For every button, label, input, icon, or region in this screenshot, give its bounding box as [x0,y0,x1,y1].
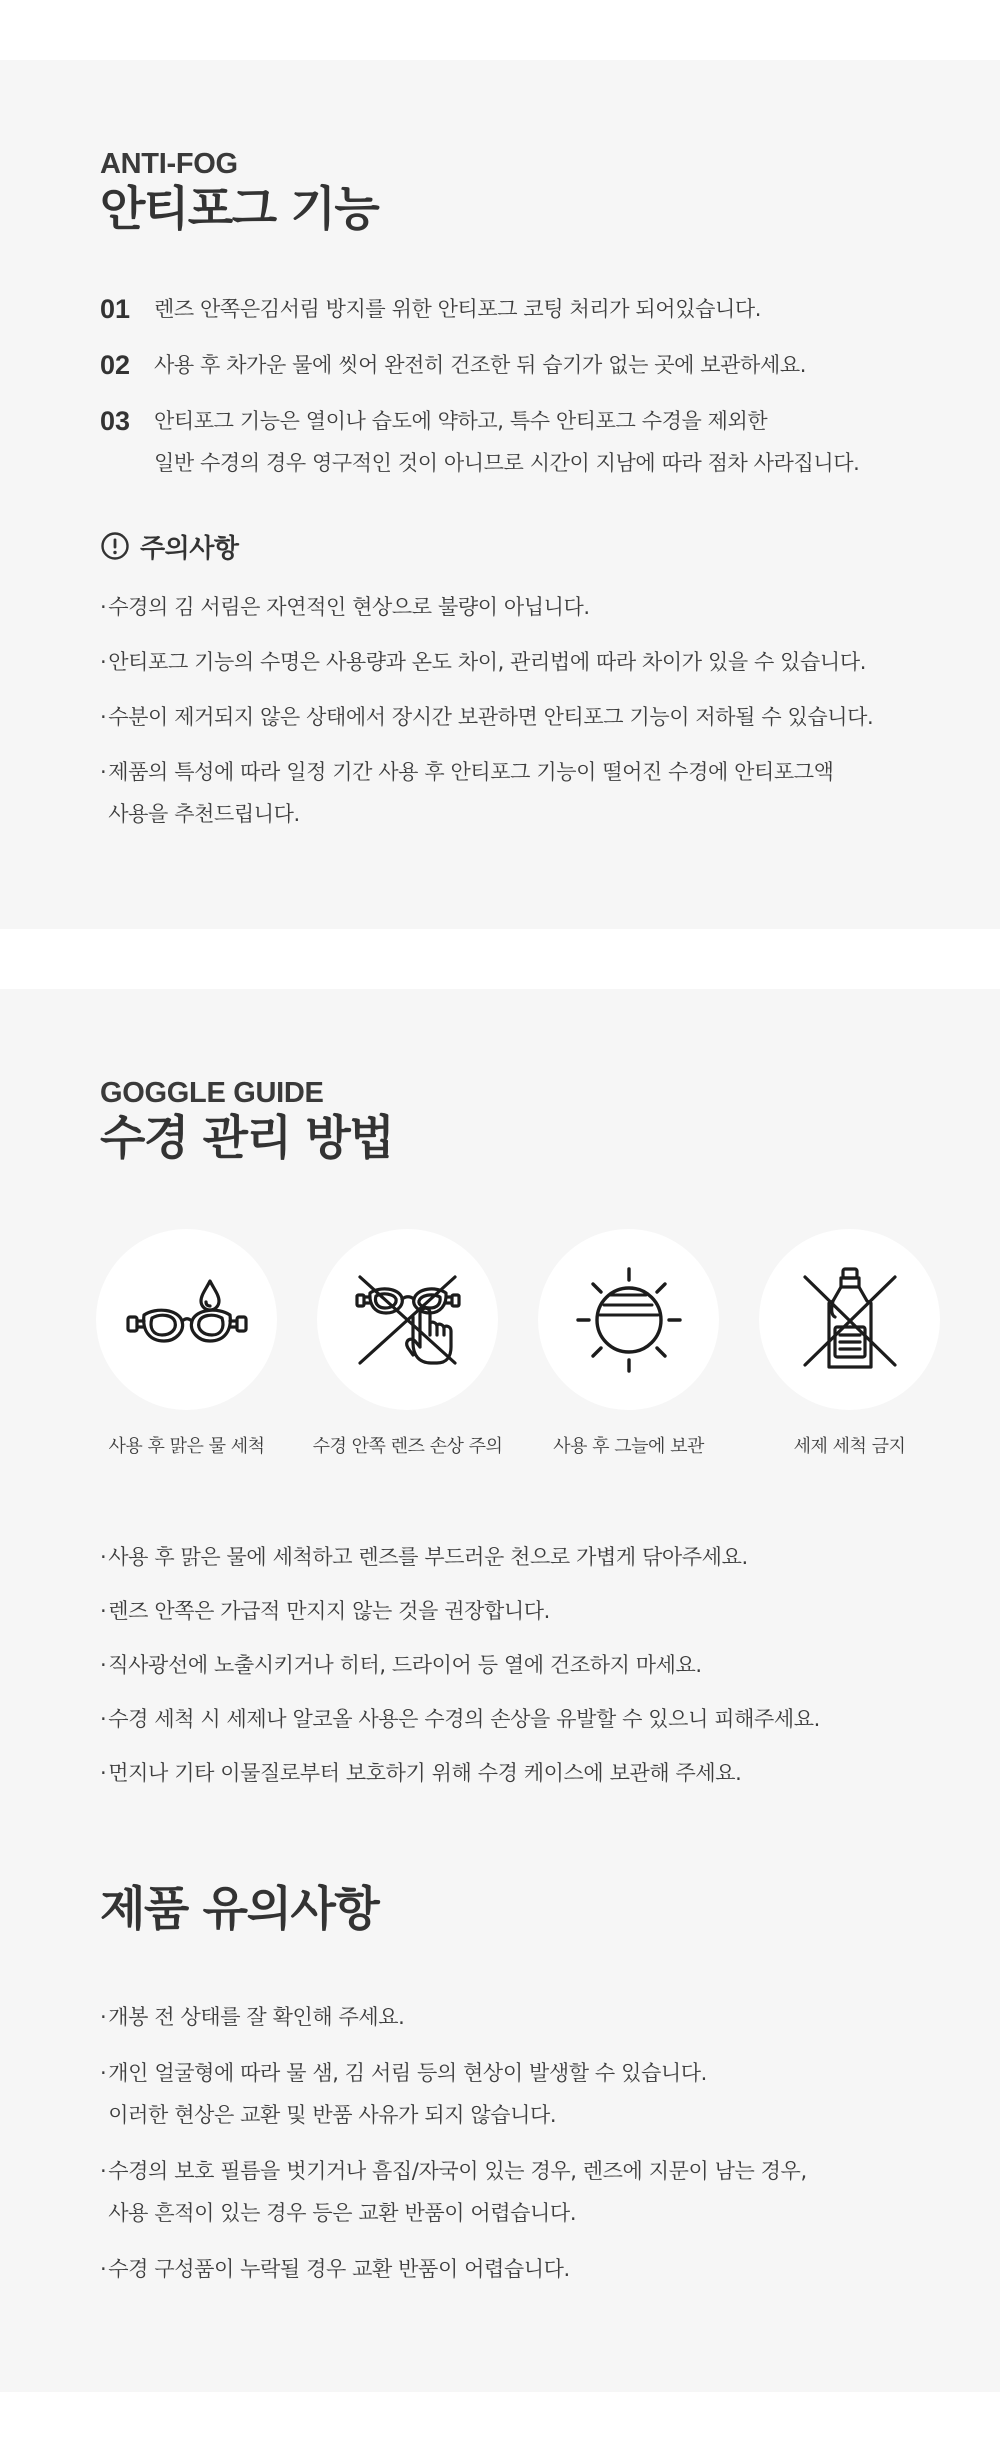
antifog-eyebrow: ANTI-FOG [100,148,238,180]
care-icon-item [518,1229,739,1458]
care-icons [76,1229,1000,1458]
notice-item: ·수경 구성품이 누락될 경우 교환 반품이 어렵습니다. [100,2257,570,2281]
antifog-title: 안티포그 기능 [100,182,379,237]
goggles-water-drop-icon [122,1255,252,1385]
care-icon-item [739,1229,960,1458]
caution-text: 수경의 김 서림은 자연적인 현상으로 불량이 아닙니다. [108,595,590,619]
no-touch-lens-icon [343,1255,473,1385]
caution-text: 제품의 특성에 따라 일정 기간 사용 후 안티포그 기능이 떨어진 수경에 안티포그액 사용을 추천드립니다. [108,760,834,826]
guide-item: ·렌즈 안쪽은 가급적 만지지 않는 것을 권장합니다. [100,1599,550,1623]
guide-text: 렌즈 안쪽은 가급적 만지지 않는 것을 권장합니다. [108,1599,550,1623]
guide-text: 직사광선에 노출시키거나 히터, 드라이어 등 열에 건조하지 마세요. [108,1653,702,1677]
guide-item: ·수경 세척 시 세제나 알코올 사용은 수경의 손상을 유발할 수 있으니 피해주세요. [100,1707,820,1731]
icon-circle [759,1229,940,1410]
caution-title: 주의사항 [140,533,239,564]
caution-text: 안티포그 기능의 수명은 사용량과 온도 차이, 관리법에 따라 차이가 있을 수 있습니다. [108,650,866,674]
step-text: 안티포그 기능은 열이나 습도에 약하고, 특수 안티포그 수경을 제외한 일반 수경의 경우 영구적인 것이 아니므로 시간이 지남에 따라 점차 사라집니다. [154,409,860,475]
notice-text: 개봉 전 상태를 잘 확인해 주세요. [108,2005,405,2029]
icon-circle [538,1229,719,1410]
care-icon-label: 사용 후 맑은 물 세척 [108,1436,265,1457]
step-text: 렌즈 안쪽은김서림 방지를 위한 안티포그 코팅 처리가 되어있습니다. [154,297,762,321]
guide-eyebrow: GOGGLE GUIDE [100,1077,324,1109]
step-number: 03 [100,406,131,436]
care-icon-item [297,1229,518,1458]
caution-text: 수분이 제거되지 않은 상태에서 장시간 보관하면 안티포그 기능이 저하될 수 있습니다. [108,705,874,729]
care-icon-item [76,1229,297,1458]
caution-item: ·수경의 김 서림은 자연적인 현상으로 불량이 아닙니다. [100,595,590,619]
notice-text: 수경의 보호 필름을 벗기거나 흠집/자국이 있는 경우, 렌즈에 지문이 남는 경우, 사용 흔적이 있는 경우 등은 교환 반품이 어렵습니다. [108,2159,807,2225]
step-item [100,288,1000,330]
icon-circle [96,1229,277,1410]
caution-item: ·안티포그 기능의 수명은 사용량과 온도 차이, 관리법에 따라 차이가 있을 수 있습니다. [100,650,866,674]
notice-list [100,1996,1000,2290]
care-icon-label: 세제 세척 금지 [793,1436,906,1457]
no-detergent-icon [785,1255,915,1385]
step-item [100,344,1000,386]
notice-title: 제품 유의사항 [100,1882,379,1937]
care-icon-label: 수경 안쪽 렌즈 손상 주의 [312,1436,503,1457]
notice-item: · 수경의 보호 필름을 벗기거나 흠집/자국이 있는 경우, 렌즈에 지문이 남는 경우, 사용 흔적이 있는 경우 등은 교환 반품이 어렵습니다. [100,2150,1000,2234]
icon-circle [317,1229,498,1410]
guide-item: ·사용 후 맑은 물에 세척하고 렌즈를 부드러운 천으로 가볍게 닦아주세요. [100,1545,748,1569]
guide-text: 먼지나 기타 이물질로부터 보호하기 위해 수경 케이스에 보관해 주세요. [108,1761,742,1785]
step-number: 01 [100,294,131,324]
notice-item: ·개봉 전 상태를 잘 확인해 주세요. [100,2005,405,2029]
caution-list [100,586,1000,835]
step-text: 사용 후 차가운 물에 씻어 완전히 건조한 뒤 습기가 없는 곳에 보관하세요. [154,353,806,377]
caution-item: · 제품의 특성에 따라 일정 기간 사용 후 안티포그 기능이 떨어진 수경에 안티포그액 사용을 추천드립니다. [100,751,1000,835]
notice-item: · 개인 얼굴형에 따라 물 샘, 김 서림 등의 현상이 발생할 수 있습니다. 이러한 현상은 교환 및 반품 사유가 되지 않습니다. [100,2052,1000,2136]
goggle-guide-section [0,989,1000,2392]
step-item [100,400,1000,484]
guide-text: 수경 세척 시 세제나 알코올 사용은 수경의 손상을 유발할 수 있으니 피해주세요. [108,1707,820,1731]
antifog-section [0,60,1000,929]
guide-title: 수경 관리 방법 [100,1111,394,1166]
antifog-steps [100,288,1000,484]
guide-text: 사용 후 맑은 물에 세척하고 렌즈를 부드러운 천으로 가볍게 닦아주세요. [108,1545,748,1569]
sun-shade-icon [564,1255,694,1385]
notice-text: 개인 얼굴형에 따라 물 샘, 김 서림 등의 현상이 발생할 수 있습니다. 이러한 현상은 교환 및 반품 사유가 되지 않습니다. [108,2061,707,2127]
guide-item: ·직사광선에 노출시키거나 히터, 드라이어 등 열에 건조하지 마세요. [100,1653,702,1677]
notice-text: 수경 구성품이 누락될 경우 교환 반품이 어렵습니다. [108,2257,570,2281]
exclamation-circle-icon [100,531,130,561]
step-number: 02 [100,350,131,380]
caution-item: ·수분이 제거되지 않은 상태에서 장시간 보관하면 안티포그 기능이 저하될 수 있습니다. [100,705,874,729]
guide-item: ·먼지나 기타 이물질로부터 보호하기 위해 수경 케이스에 보관해 주세요. [100,1761,742,1785]
care-icon-label: 사용 후 그늘에 보관 [553,1436,704,1457]
caution-heading [100,526,1000,566]
guide-list [100,1536,1000,1794]
